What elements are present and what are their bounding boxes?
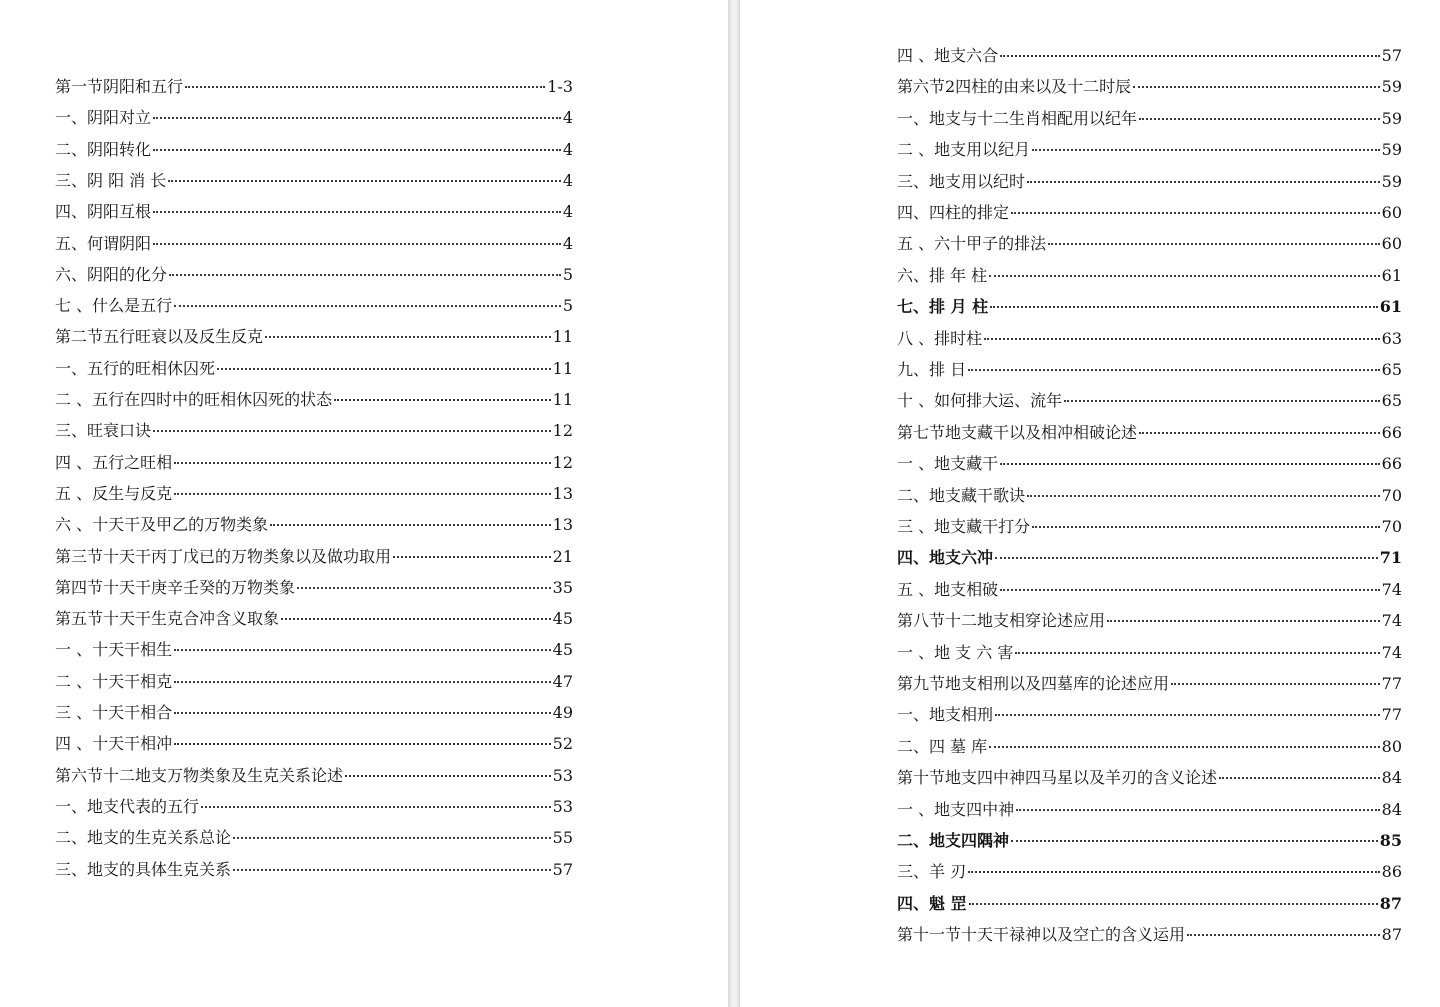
dot-leader: [153, 211, 561, 213]
toc-entry-page-number: 35: [552, 577, 573, 597]
toc-entry-page-number: 77: [1381, 705, 1402, 725]
dot-leader: [1015, 652, 1379, 654]
toc-entry-title: 第六节十二地支万物类象及生克关系论述: [55, 765, 344, 785]
toc-entry-title: 第二节五行旺衰以及反生反克: [55, 327, 264, 347]
dot-leader: [233, 837, 551, 839]
dot-leader: [968, 871, 1380, 873]
toc-entry-title: 五 、六十甲子的排法: [897, 234, 1047, 254]
dot-leader: [989, 746, 1379, 748]
toc-entry-page-number: 74: [1381, 611, 1402, 631]
toc-entry-page-number: 52: [552, 734, 573, 754]
toc-entry-page-number: 4: [562, 202, 573, 222]
toc-entry-title: 六、阴阳的化分: [55, 264, 168, 284]
toc-entry-page-number: 45: [552, 640, 573, 660]
dot-leader: [1032, 526, 1380, 528]
dot-leader: [168, 180, 561, 182]
dot-leader: [334, 399, 551, 401]
toc-entry-page-number: 61: [1381, 265, 1402, 285]
toc-entry-title: 三、羊 刃: [897, 862, 967, 882]
toc-entry-page-number: 12: [552, 421, 573, 441]
toc-entry-page-number: 74: [1381, 642, 1402, 662]
toc-entry: [55, 418, 573, 444]
toc-entry-title: 一、地支与十二生肖相配用以纪年: [897, 108, 1138, 128]
toc-entry-title: 第四节十天干庚辛壬癸的万物类象: [55, 577, 296, 597]
toc-entry-page-number: 5: [562, 264, 573, 284]
toc-entry-page-number: 70: [1381, 517, 1402, 536]
dot-leader: [174, 681, 551, 683]
toc-entry: [55, 450, 573, 476]
toc-entry-title: 五 、反生与反克: [55, 483, 173, 503]
dot-leader: [174, 462, 551, 464]
toc-entry-page-number: 11: [552, 358, 573, 378]
dot-leader: [174, 305, 561, 307]
dot-leader: [393, 556, 551, 558]
toc-entry-title: 一、五行的旺相休囚死: [55, 358, 216, 378]
toc-entry-page-number: 1-3: [547, 77, 573, 96]
toc-page-right: [740, 0, 1440, 1007]
toc-entry-title: 六、排 年 柱: [897, 265, 988, 285]
toc-entry-title: 二 、十天干相克: [55, 671, 173, 691]
dot-leader: [1000, 589, 1380, 591]
dot-leader: [969, 903, 1378, 905]
dot-leader: [1011, 212, 1380, 214]
dot-leader: [174, 743, 551, 745]
toc-entry-page-number: 87: [1381, 925, 1402, 945]
toc-entry: [897, 765, 1402, 791]
toc-entry-page-number: 74: [1381, 579, 1402, 599]
toc-entry-page-number: 66: [1381, 454, 1402, 474]
toc-entry-page-number: 85: [1379, 831, 1402, 850]
toc-entry-page-number: 57: [1381, 46, 1402, 65]
dot-leader: [169, 274, 561, 276]
toc-entry: [897, 357, 1402, 383]
toc-entry: [897, 859, 1402, 885]
toc-entry-page-number: 49: [552, 703, 573, 722]
toc-entry-page-number: 63: [1381, 328, 1402, 348]
dot-leader: [233, 869, 551, 871]
toc-entry: [55, 481, 573, 507]
toc-entry-title: 六 、十天干及甲乙的万物类象: [55, 515, 269, 535]
toc-entry-page-number: 53: [552, 796, 573, 816]
dot-leader: [297, 587, 551, 589]
toc-entry: [897, 640, 1402, 666]
toc-entry: [897, 263, 1402, 289]
toc-entry: [55, 105, 573, 131]
toc-entry-title: 二、阴阳转化: [55, 139, 152, 159]
toc-entry: [55, 637, 573, 663]
dot-leader: [1000, 55, 1380, 57]
toc-entry-title: 四、魁 罡: [897, 893, 967, 913]
toc-entry-page-number: 84: [1381, 799, 1402, 819]
toc-entry: [897, 294, 1402, 320]
toc-entry-title: 第六节2四柱的由来以及十二时辰: [897, 77, 1132, 97]
toc-entry-page-number: 66: [1381, 422, 1402, 442]
toc-entry-title: 四、四柱的排定: [897, 203, 1010, 222]
toc-entry: [897, 200, 1402, 226]
toc-entry-title: 四 、地支六合: [897, 46, 999, 65]
toc-entry-title: 四、地支六冲: [897, 548, 994, 568]
toc-entry: [897, 671, 1402, 697]
dot-leader: [990, 306, 1378, 308]
toc-entry: [55, 825, 573, 851]
dot-leader: [1027, 495, 1380, 497]
toc-entry: [897, 326, 1402, 352]
toc-entry: [897, 545, 1402, 571]
toc-entry-title: 第八节十二地支相穿论述应用: [897, 611, 1106, 631]
toc-entry-title: 第十节地支四中神四马星以及羊刃的含义论述: [897, 768, 1218, 788]
toc-entry-title: 三、旺衰口诀: [55, 421, 152, 441]
toc-entry: [55, 512, 573, 538]
toc-entry: [55, 731, 573, 757]
dot-leader: [345, 775, 551, 777]
toc-entry: [897, 577, 1402, 603]
dot-leader: [968, 369, 1380, 371]
toc-entry-page-number: 4: [562, 233, 573, 253]
dot-leader: [1171, 683, 1380, 685]
dot-leader: [1219, 777, 1380, 779]
toc-entry-page-number: 60: [1381, 234, 1402, 254]
toc-entry-page-number: 55: [552, 828, 573, 848]
dot-leader: [1032, 149, 1380, 151]
toc-entry-title: 九、排 日: [897, 360, 967, 379]
toc-entry-title: 三 、十天干相合: [55, 703, 173, 722]
toc-entry-title: 七 、什么是五行: [55, 296, 173, 316]
toc-entry-page-number: 45: [552, 609, 573, 629]
toc-entry-title: 五 、地支相破: [897, 579, 999, 599]
dot-leader: [201, 806, 551, 808]
toc-entry-title: 七、排 月 柱: [897, 297, 989, 317]
toc-entry: [897, 922, 1402, 948]
toc-entry: [897, 797, 1402, 823]
toc-entry-page-number: 84: [1381, 768, 1402, 788]
toc-entry-page-number: 65: [1381, 391, 1402, 411]
toc-entry: [55, 293, 573, 319]
toc-entry: [897, 483, 1402, 509]
toc-entry-title: 二、地支的生克关系总论: [55, 828, 232, 848]
toc-entry-title: 四、阴阳互根: [55, 202, 152, 222]
toc-entry-page-number: 87: [1379, 893, 1402, 913]
toc-entry-page-number: 70: [1381, 485, 1402, 505]
toc-entry-page-number: 4: [562, 139, 573, 159]
toc-entry: [55, 700, 573, 726]
toc-entry-title: 一 、十天干相生: [55, 640, 173, 660]
dot-leader: [185, 86, 545, 88]
toc-entry: [55, 544, 573, 570]
dot-leader: [174, 712, 551, 714]
dot-leader: [1133, 86, 1379, 88]
toc-entry-page-number: 65: [1381, 360, 1402, 379]
dot-leader: [174, 649, 551, 651]
toc-entry-page-number: 13: [552, 515, 573, 535]
toc-entry-title: 八 、排时柱: [897, 328, 983, 348]
toc-entry-page-number: 11: [552, 327, 573, 347]
dot-leader: [1011, 840, 1378, 842]
dot-leader: [265, 336, 551, 338]
toc-entry: [55, 857, 573, 883]
dot-leader: [1048, 243, 1380, 245]
toc-entry-title: 二、地支藏干歌诀: [897, 485, 1026, 505]
toc-entry-title: 一 、地支藏干: [897, 454, 999, 474]
toc-entry-page-number: 47: [552, 671, 573, 691]
dot-leader: [153, 430, 551, 432]
toc-entry: [897, 388, 1402, 414]
toc-entry: [55, 137, 573, 163]
toc-entry: [897, 420, 1402, 446]
toc-entry: [897, 137, 1402, 163]
toc-entry-page-number: 59: [1381, 108, 1402, 128]
dot-leader: [1027, 181, 1380, 183]
toc-entry: [55, 262, 573, 288]
toc-entry-page-number: 21: [552, 546, 573, 566]
toc-entry-page-number: 11: [552, 390, 573, 409]
toc-entry-title: 第十一节十天干禄神以及空亡的含义运用: [897, 925, 1186, 945]
toc-entry-title: 第三节十天干丙丁戊已的万物类象以及做功取用: [55, 546, 392, 566]
toc-entry-page-number: 4: [562, 108, 573, 128]
dot-leader: [153, 117, 561, 119]
toc-entry: [55, 168, 573, 194]
toc-entry: [55, 356, 573, 382]
dot-leader: [995, 714, 1380, 716]
toc-entry-title: 三、地支的具体生克关系: [55, 859, 232, 879]
toc-entry-title: 二、四 墓 库: [897, 736, 988, 756]
toc-entry-title: 三、地支用以纪时: [897, 171, 1026, 191]
toc-entry: [55, 387, 573, 413]
toc-entry: [897, 74, 1402, 100]
toc-entry-title: 三、阴 阳 消 长: [55, 170, 167, 190]
toc-entry: [897, 43, 1402, 69]
toc-entry: [55, 324, 573, 350]
dot-leader: [989, 275, 1379, 277]
toc-entry-page-number: 4: [562, 170, 573, 190]
toc-entry: [897, 891, 1402, 917]
toc-entry: [55, 199, 573, 225]
toc-entry-title: 一 、地 支 六 害: [897, 642, 1014, 662]
toc-entry-title: 第一节阴阳和五行: [55, 77, 184, 96]
toc-entry-title: 一、地支相刑: [897, 705, 994, 725]
toc-entry-title: 一 、地支四中神: [897, 799, 1015, 819]
toc-entry-title: 第七节地支藏干以及相冲相破论述: [897, 422, 1138, 442]
toc-entry-page-number: 60: [1381, 203, 1402, 222]
toc-entry-page-number: 53: [552, 765, 573, 785]
dot-leader: [153, 243, 561, 245]
toc-entry-title: 第五节十天干生克合冲含义取象: [55, 609, 280, 629]
toc-entry-title: 一、阴阳对立: [55, 108, 152, 128]
toc-entry: [897, 231, 1402, 257]
toc-entry-page-number: 77: [1381, 674, 1402, 693]
dot-leader: [153, 149, 561, 151]
toc-entry: [897, 734, 1402, 760]
dot-leader: [1139, 432, 1380, 434]
toc-entry-page-number: 80: [1381, 736, 1402, 756]
toc-entry: [55, 575, 573, 601]
toc-entry-page-number: 13: [552, 483, 573, 503]
toc-entry: [55, 74, 573, 100]
toc-entry-title: 四 、五行之旺相: [55, 452, 173, 472]
dot-leader: [174, 493, 551, 495]
toc-entry: [897, 828, 1402, 854]
toc-entry-title: 二、地支四隅神: [897, 831, 1010, 850]
toc-entry-title: 五、何谓阴阳: [55, 233, 152, 253]
dot-leader: [1064, 400, 1380, 402]
dot-leader: [281, 618, 551, 620]
dot-leader: [270, 524, 551, 526]
toc-entry: [897, 702, 1402, 728]
dot-leader: [984, 338, 1380, 340]
toc-entry-page-number: 59: [1381, 171, 1402, 191]
toc-entry-page-number: 71: [1379, 548, 1402, 568]
toc-entry-title: 一、地支代表的五行: [55, 796, 200, 816]
toc-entry: [55, 794, 573, 820]
toc-entry-title: 三 、地支藏干打分: [897, 517, 1031, 536]
toc-entry-page-number: 59: [1381, 140, 1402, 160]
toc-entry: [55, 763, 573, 789]
toc-entry-page-number: 86: [1381, 862, 1402, 882]
dot-leader: [1000, 463, 1380, 465]
toc-entry-page-number: 12: [552, 452, 573, 472]
toc-entry: [897, 169, 1402, 195]
toc-entry-title: 二 、地支用以纪月: [897, 140, 1031, 160]
toc-entry-page-number: 59: [1381, 77, 1402, 97]
toc-entry: [55, 606, 573, 632]
toc-entry: [897, 106, 1402, 132]
toc-entry: [55, 231, 573, 257]
toc-entry-page-number: 5: [562, 296, 573, 316]
toc-entry-title: 第九节地支相刑以及四墓库的论述应用: [897, 674, 1170, 693]
toc-entry-title: 二 、五行在四时中的旺相休囚死的状态: [55, 390, 333, 409]
dot-leader: [217, 368, 551, 370]
toc-entry-title: 十 、如何排大运、流年: [897, 391, 1063, 411]
dot-leader: [1139, 118, 1380, 120]
dot-leader: [1107, 620, 1380, 622]
dot-leader: [995, 557, 1378, 559]
toc-entry: [897, 514, 1402, 540]
toc-entry: [897, 608, 1402, 634]
toc-entry-page-number: 61: [1379, 297, 1402, 317]
dot-leader: [1016, 809, 1380, 811]
dot-leader: [1187, 934, 1380, 936]
toc-entry-page-number: 57: [552, 859, 573, 879]
toc-entry: [55, 669, 573, 695]
toc-entry: [897, 451, 1402, 477]
page-gutter: [728, 0, 740, 1007]
toc-entry-title: 四 、十天干相冲: [55, 734, 173, 754]
